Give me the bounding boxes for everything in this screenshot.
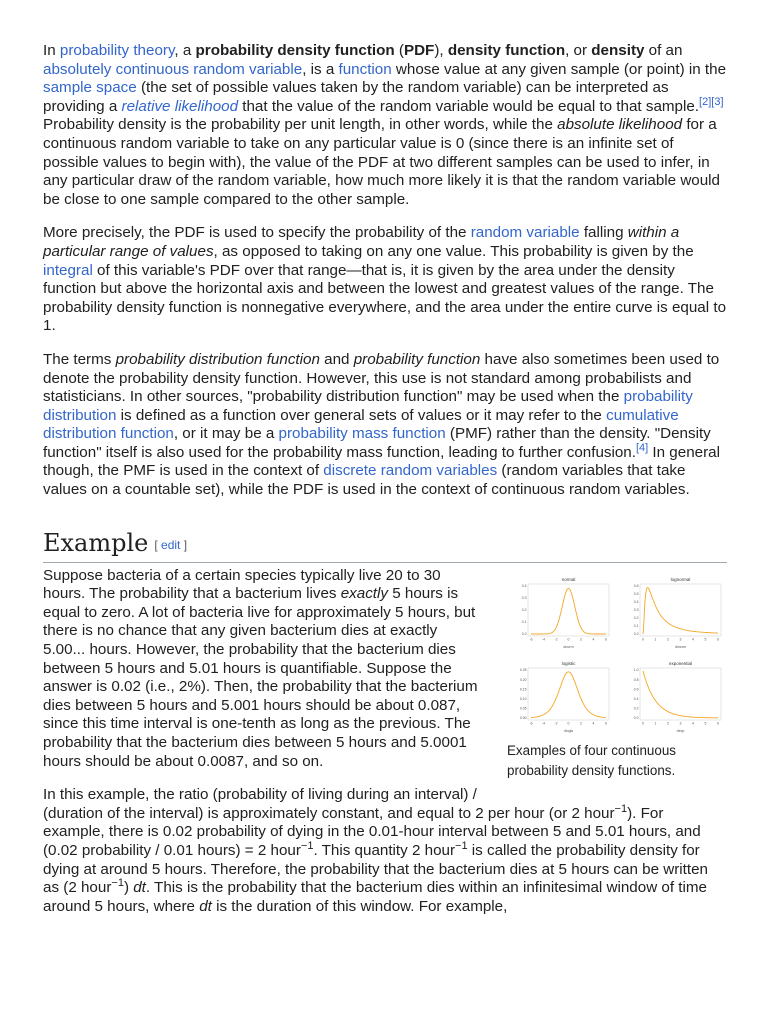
- plot-frame: [528, 584, 609, 636]
- y-tick-label: 0.15: [519, 687, 527, 692]
- term-density: density: [591, 42, 645, 59]
- x-tick-label: 2: [667, 637, 669, 642]
- link-probability-mass-function[interactable]: probability mass function: [278, 425, 446, 443]
- edit-section-link[interactable]: edit: [161, 537, 181, 552]
- link-sample-space[interactable]: sample space: [43, 79, 137, 97]
- panel-title: normal: [561, 576, 576, 582]
- terms-paragraph: The terms probability distribution function and probability function have also sometimes been used to denote the probability density function. However, this use is not standard among probabilists and statisticians. In other sources, "probability distribution function" may be used when the probability distribution is defined as a function over general sets of values or it may refer to the cumulative distribution function, or it may be a probability mass function (PMF) rather than the density. "Density function" itself is also used for the probability mass function, leading to further confusion.[4] In general though, the PMF is used in the context of discrete random variables (random variables that take values on a countable set), while the PDF is used in the context of continuous random variables.: [43, 350, 720, 499]
- bacteria-example-paragraph: Suppose bacteria of a certain species typically live 20 to 30 hours. The probability that a bacterium lives exactly 5 hours is equal to zero. A lot of bacteria live for approximately 5 hours, but there is no chance that any given bacterium dies at exactly 5.00... hours. However, the probability that the bacterium dies between 5 hours and 5.01 hours is quantifiable. Suppose the answer is 0.02 (i.e., 2%). Then, the probability that the bacterium dies between 5 hours and 5.001 hours should be about 0.087, since this time interval is one-tenth as long as the previous. The probability that the bacterium dies between 5 hours and 5.0001 hours should be about 0.0087, and so on.: [43, 566, 478, 770]
- x-tick-label: 4: [692, 637, 694, 642]
- y-tick-label: 0.4: [521, 583, 527, 588]
- x-tick-label: 2: [580, 721, 582, 726]
- x-tick-label: 0: [567, 637, 570, 642]
- y-tick-label: 0.2: [633, 706, 639, 711]
- y-tick-label: 0.6: [633, 583, 639, 588]
- x-tick-label: 4: [592, 721, 595, 726]
- panel-xlabel: dlnorm: [675, 644, 686, 649]
- panel-xlabel: dexp: [676, 728, 685, 733]
- y-tick-label: 0.1: [521, 619, 527, 624]
- plot-frame: [640, 668, 721, 720]
- y-tick-label: 0.0: [633, 715, 639, 720]
- panel-title: logistic: [561, 660, 576, 666]
- x-tick-label: 4: [592, 637, 595, 642]
- x-tick-label: 3: [679, 637, 682, 642]
- edit-section: [ edit ]: [154, 537, 188, 552]
- pdf-examples-image[interactable]: [505, 571, 727, 739]
- reference-2[interactable]: [2]: [699, 95, 712, 108]
- reference-4[interactable]: [4]: [635, 441, 649, 454]
- y-tick-label: 0.6: [633, 687, 639, 692]
- term-pdf: probability density function: [195, 42, 395, 59]
- y-tick-label: 0.0: [633, 631, 639, 636]
- y-tick-label: 0.4: [633, 599, 639, 604]
- x-tick-label: -4: [541, 721, 546, 726]
- y-tick-label: 0.25: [519, 667, 527, 672]
- x-tick-label: 5: [704, 637, 707, 642]
- term-pdf-abbr: PDF: [403, 42, 435, 59]
- link-random-variable[interactable]: random variable: [470, 224, 580, 242]
- y-tick-label: 0.0: [521, 631, 527, 636]
- y-tick-label: 0.5: [633, 591, 639, 596]
- x-tick-label: -2: [554, 637, 558, 642]
- y-tick-label: 0.10: [519, 696, 527, 701]
- link-probability-distribution[interactable]: probability distribution: [43, 388, 693, 424]
- x-tick-label: 1: [654, 637, 657, 642]
- y-tick-label: 0.8: [633, 677, 639, 682]
- x-tick-label: 4: [692, 721, 694, 726]
- x-tick-label: -4: [541, 637, 546, 642]
- panel-title: exponential: [668, 660, 693, 666]
- x-tick-label: 6: [717, 721, 719, 726]
- section-heading-example: Example [ edit ]: [43, 528, 727, 563]
- link-function[interactable]: function: [338, 60, 392, 78]
- link-probability-theory[interactable]: probability theory: [59, 42, 175, 59]
- figure-caption: Examples of four continuous probability density functions.: [507, 742, 676, 778]
- x-tick-label: -2: [554, 721, 558, 726]
- link-discrete-random-variables[interactable]: discrete random variables: [323, 462, 498, 480]
- panel-title: lognormal: [670, 576, 691, 582]
- precision-paragraph: More precisely, the PDF is used to specify the probability of the random variable falling within a particular range of values, as opposed to taking on any one value. This probability is given by the integral of this variable's PDF over that range—that is, it is given by the area under the density function but above the horizontal axis and between the lowest and greatest values of the range. The probability density function is nonnegative everywhere, and the area under the entire curve is equal to 1.: [43, 224, 727, 335]
- y-tick-label: 0.3: [633, 607, 639, 612]
- y-tick-label: 0.1: [633, 623, 639, 628]
- x-tick-label: 6: [605, 721, 607, 726]
- y-tick-label: 0.2: [521, 607, 527, 612]
- panel-xlabel: dlogis: [563, 728, 574, 733]
- density-ratio-paragraph: In this example, the ratio (probability of living during an interval) / (duration of the interval) is approximately constant, and equal to 2 per hour (or 2 hour$^{-1}$). For example, there is 0.02 probability of dying in the 0.01-hour interval between 5 and 5.01 hours, and (0.02 probability / 0.01 hours) = 2 hour$^{-1}$. This quantity 2 hour$^{-1}$ is called the probability density for dying at around 5 hours. Therefore, the probability that the bacterium dies at 5 hours can be written as (2 hour$^{-1}$) dt. This is the probability that the bacterium dies within an infinitesimal window of time around 5 hours, where dt is the duration of this window. For example,: [43, 786, 708, 915]
- link-absolutely-continuous-random-variable[interactable]: absolutely continuous random variable: [43, 60, 303, 78]
- y-tick-label: 0.20: [519, 677, 527, 682]
- plot-frame: [528, 668, 609, 720]
- x-tick-label: 1: [654, 721, 657, 726]
- x-tick-label: 2: [580, 637, 582, 642]
- x-tick-label: 0: [567, 721, 570, 726]
- y-tick-label: 1.0: [633, 667, 639, 672]
- x-tick-label: -6: [529, 637, 533, 642]
- x-tick-label: 2: [667, 721, 669, 726]
- y-tick-label: 0.00: [519, 715, 527, 720]
- intro-paragraph: In probability theory, a probability density function (PDF), density function, or density of an absolutely continuous random variable, is a function whose value at any given sample (or point) in the sample space (the set of possible values taken by the random variable) can be interpreted as providing a relative likelihood that the value of the random variable would be equal to that sample.[2][3] Probability density is the probability per unit length, in other words, while the absolute likelihood for a continuous random variable to take on any particular value is 0 (since there is an infinite set of possible values to begin with), the value of the PDF at two different samples can be used to infer, in any particular draw of the random variable, how much more likely it is that the random variable would be close to one sample compared to the other sample.: [43, 42, 727, 208]
- y-tick-label: 0.05: [519, 706, 527, 711]
- term-density-function: density function: [447, 42, 566, 59]
- reference-3[interactable]: [3]: [711, 95, 724, 108]
- x-tick-label: 5: [704, 721, 707, 726]
- panel-xlabel: dnorm: [563, 644, 574, 649]
- link-integral[interactable]: integral: [43, 261, 93, 279]
- x-tick-label: 6: [717, 637, 719, 642]
- y-tick-label: 0.3: [521, 595, 527, 600]
- figure-thumbnail: [505, 571, 727, 781]
- link-cumulative-distribution-function[interactable]: cumulative distribution function: [43, 406, 679, 443]
- link-relative-likelihood[interactable]: relative likelihood: [121, 97, 239, 115]
- x-tick-label: -6: [529, 721, 533, 726]
- y-tick-label: 0.4: [633, 696, 639, 701]
- x-tick-label: 6: [605, 637, 607, 642]
- plot-frame: [640, 584, 721, 636]
- x-tick-label: 0: [642, 721, 644, 726]
- article-content: [43, 42, 727, 931]
- x-tick-label: 0: [642, 637, 644, 642]
- y-tick-label: 0.2: [633, 615, 639, 620]
- x-tick-label: 3: [679, 721, 682, 726]
